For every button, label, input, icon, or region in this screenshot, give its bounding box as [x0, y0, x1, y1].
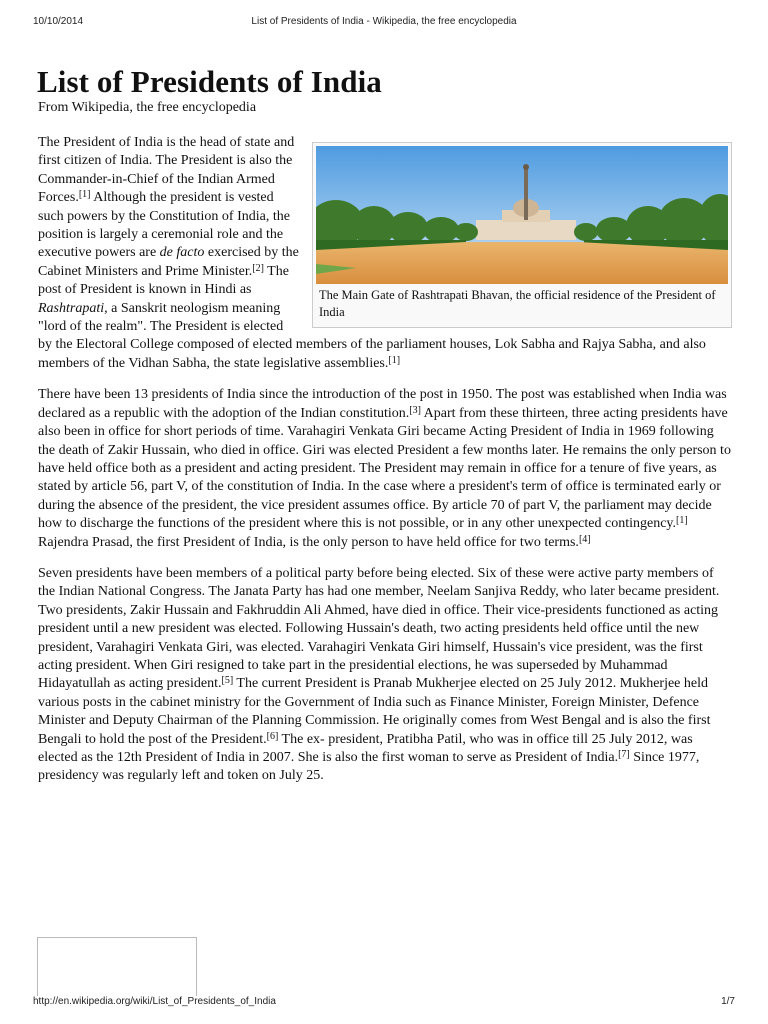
text-run: The President of India is the head of state and first citizen of India. The President is also the Commander-in-Chief of the Indian Armed Forces.: [38, 135, 295, 206]
citation-link[interactable]: [1]: [676, 515, 688, 527]
article-title: List of Presidents of India: [37, 64, 382, 99]
rashtrapati-bhavan-image[interactable]: [316, 146, 728, 284]
citation-link[interactable]: [7]: [618, 749, 630, 760]
article-subtitle: From Wikipedia, the free encyclopedia: [38, 100, 257, 115]
citation-link[interactable]: [2]: [252, 262, 264, 274]
text-run: There have been 13 presidents of India since the introduction of the post in 1950. The post was established when India was declared as a republic with the adoption of the Indian constitution.: [38, 387, 727, 421]
print-date: 10/10/2014: [33, 16, 84, 27]
thumbnail-figure: [312, 142, 732, 328]
text-run: , a Sanskrit neologism meaning "lord of the realm". The President is elected by the Electoral College composed of elected members of the parliament houses, Lok Sabha and Rajya Sabha, and also members of the Vidhan Sabha, the state legislative assemblies.: [38, 300, 706, 371]
print-footer: [0, 996, 768, 1012]
citation-link[interactable]: [1]: [388, 354, 401, 366]
table-stub: [37, 937, 197, 996]
figure-caption: The Main Gate of Rashtrapati Bhavan, the official residence of the President of India: [319, 288, 716, 319]
article-body: [38, 134, 732, 799]
citation-link[interactable]: [3]: [409, 404, 421, 416]
citation-link[interactable]: [1]: [78, 189, 91, 201]
text-run: Apart from these thirteen, three acting presidents have also been in office for short periods of time. Varahagiri Venkata Giri became Acting President of India in 1969 following the death of Zakir Hussain, who died in office. Giri was elected President a few months later. He remains the only person to have held office both as a president and acting president. The President may remain in office for a tenure of five years, as stated by article 56, part V, of the constitution of India. In the case where a president's term of office is terminated early or during the absence of the president, the vice president assumes office. By article 70 of part V, the parliament may decide how to discharge the functions of the president where this is not possible, or in any other unexpected contingency.: [38, 405, 731, 532]
text-run: Since 1977, presidency was regularly left and token on July 25.: [38, 750, 700, 784]
paragraph-parties: [38, 565, 732, 786]
italic-term: Rashtrapati: [38, 300, 105, 316]
text-run: Although the president is vested such powers by the Constitution of India, the position is largely a ceremonial role and the executive powers are: [38, 190, 290, 261]
text-run: The ex- president, Pratibha Patil, who was in office till 25 July 2012, was elected as the 12th President of India in 2007. She is also the first woman to serve as President of India.: [38, 731, 693, 765]
citation-link[interactable]: [6]: [266, 730, 279, 742]
text-run: Rajendra Prasad, the first President of India, is the only person to have held office for two terms.: [38, 534, 579, 550]
text-run: exercised by the Cabinet Ministers and Prime Minister.: [38, 245, 299, 279]
print-header: [0, 16, 768, 32]
italic-term: de facto: [159, 245, 205, 261]
print-page-title: List of Presidents of India - Wikipedia, the free encyclopedia: [251, 16, 517, 27]
text-run: The current President is Pranab Mukherjee elected on 25 July 2012. Mukherjee held various posts in the cabinet ministry for the Government of India such as Finance Minister, Foreign Minister, Defence Minister and Deputy Chairman of the Planning Commission. He originally comes from West Bengal and is also the first Bengali to hold the post of the President.: [38, 676, 711, 747]
paragraph-history: [38, 386, 732, 552]
print-url: http://en.wikipedia.org/wiki/List_of_Presidents_of_India: [33, 996, 276, 1007]
text-run: The post of President is known in Hindi as: [38, 263, 289, 298]
citation-link[interactable]: [4]: [578, 533, 591, 545]
citation-link[interactable]: [5]: [221, 675, 234, 687]
page-number: 1/7: [721, 996, 735, 1007]
text-run: Seven presidents have been members of a political party before being elected. Six of these were active party members of the Indian National Congress. The Janata Party has had one member, Neelam Sanjiva Reddy, who later became president. Two presidents, Zakir Hussain and Fakhruddin Ali Ahmed, have died in office. Their vice-presidents functioned as acting president until a new president was elected. Following Hussain's death, two acting presidents held office until the new president, Varahagiri Venkata Giri, was elected. Varahagiri Venkata Giri himself, Hussain's vice president, was the first acting president. When Giri resigned to take part in the presidential elections, he was superseded by Muhammad Hidayatullah as acting president.: [38, 565, 720, 692]
